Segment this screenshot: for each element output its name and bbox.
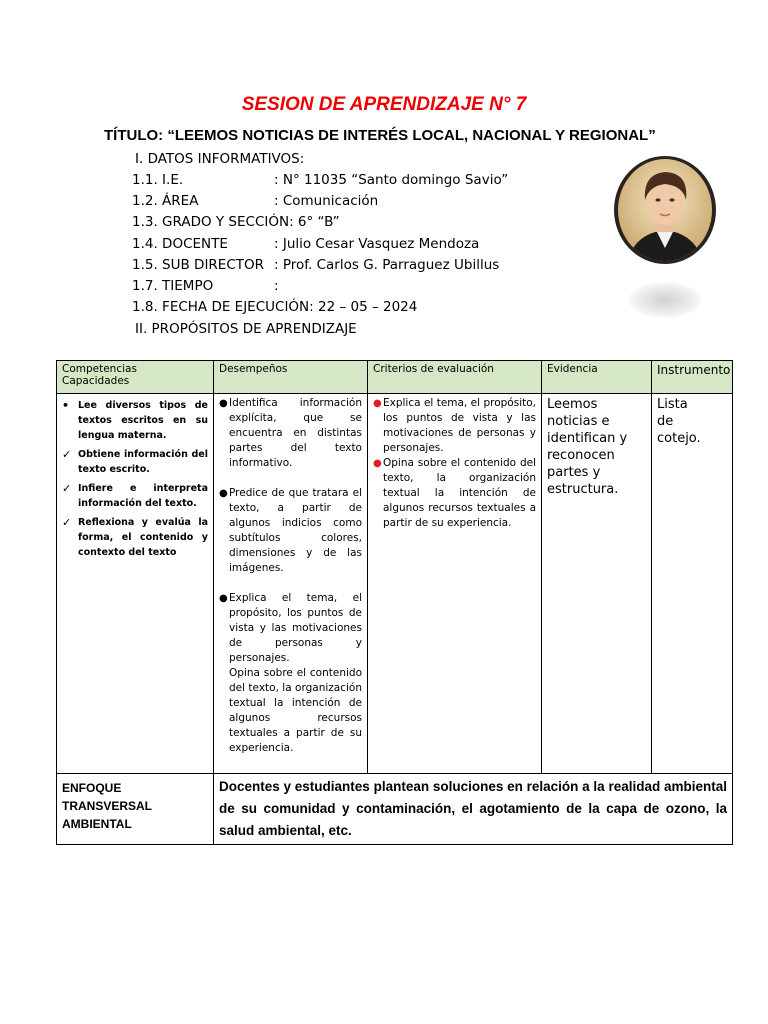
info-value: : Prof. Carlos G. Parraguez Ubillus xyxy=(274,257,500,273)
list-item xyxy=(373,396,536,456)
instrumento-line: cotejo. xyxy=(657,431,701,446)
list-item xyxy=(62,447,208,477)
header-competencias xyxy=(57,361,214,394)
info-label: 1.5. SUB DIRECTOR xyxy=(132,257,265,273)
desempeno-text: Explica el tema, el propósito, los puntos de vista y las motivaciones de personas y personajes. xyxy=(229,592,362,664)
bullet-icon: ● xyxy=(219,488,228,499)
desempeno-text: Identifica información explícita, que se encuentra en distintas partes del texto informativo. xyxy=(229,397,362,469)
info-label: 1.2. ÁREA xyxy=(132,193,199,209)
portrait-shadow xyxy=(628,282,702,318)
desempeno-text: Opina sobre el contenido del texto, la organización textual la intención de algunos recursos textuales a partir de su experiencia. xyxy=(229,667,362,754)
enfoque-label-line: ENFOQUE xyxy=(62,781,122,795)
enfoque-text: Docentes y estudiantes plantean soluciones en relación a la realidad ambiental de su comunidad y contaminación, el agotamiento de la capa de ozono, la salud ambiental, etc. xyxy=(214,774,733,845)
info-label: 1.3. GRADO Y SECCIÓN: 6° “B” xyxy=(132,214,340,230)
bullet-icon: ● xyxy=(219,593,228,604)
enfoque-label-line: AMBIENTAL xyxy=(62,817,132,831)
list-item xyxy=(62,398,208,443)
checkmark-icon: ✓ xyxy=(62,482,72,495)
list-item xyxy=(219,396,362,471)
info-value: : N° 11035 “Santo domingo Savio” xyxy=(274,172,509,188)
bullet-icon: • xyxy=(62,399,70,412)
header-competencias-label: Competencias xyxy=(62,363,137,375)
header-instrumento: Instrumento xyxy=(652,361,733,394)
section-propositos: II. PROPÓSITOS DE APRENDIZAJE xyxy=(135,321,357,337)
header-evidencia: Evidencia xyxy=(542,361,652,394)
enfoque-label-line: TRANSVERSAL xyxy=(62,799,153,813)
table-header-row xyxy=(57,361,733,394)
header-capacidades-label: Capacidades xyxy=(62,375,130,387)
list-item xyxy=(219,666,362,756)
checkmark-icon: ✓ xyxy=(62,516,72,529)
evidencia-cell: Leemos noticias e identifican y reconocen partes y estructura. xyxy=(542,394,652,774)
info-value: : Comunicación xyxy=(274,193,379,209)
instrumento-cell xyxy=(652,394,733,774)
info-label: 1.4. DOCENTE xyxy=(132,236,228,252)
competencia-text: Lee diversos tipos de textos escritos en su lengua materna. xyxy=(78,400,208,441)
list-item xyxy=(373,456,536,531)
info-label: 1.8. FECHA DE EJECUCIÓN: 22 – 05 – 2024 xyxy=(132,299,418,315)
criterios-cell xyxy=(368,394,542,774)
header-criterios: Criterios de evaluación xyxy=(368,361,542,394)
portrait-image xyxy=(613,156,717,264)
instrumento-line: Lista xyxy=(657,397,688,412)
learning-purposes-table xyxy=(56,360,733,845)
info-label: 1.7. TIEMPO xyxy=(132,278,214,294)
list-item xyxy=(62,481,208,511)
header-desempenos: Desempeños xyxy=(214,361,368,394)
red-bullet-icon: ● xyxy=(373,398,382,409)
table-row xyxy=(57,394,733,774)
enfoque-label xyxy=(57,774,214,845)
desempeno-text: Predice de que tratara el texto, a partir de algunos indicios como subtítulos colores, dimensiones y de las imágenes. xyxy=(229,487,362,574)
info-value: : Julio Cesar Vasquez Mendoza xyxy=(274,236,480,252)
instrumento-line: de xyxy=(657,414,674,429)
session-title: SESION DE APRENDIZAJE N° 7 xyxy=(241,94,527,115)
enfoque-row xyxy=(57,774,733,845)
capacidad-text: Reflexiona y evalúa la forma, el contenido y contexto del texto xyxy=(78,517,208,558)
list-item xyxy=(219,591,362,666)
criterio-text: Opina sobre el contenido del texto, la organización textual la intención de algunos recursos textuales a partir de su experiencia. xyxy=(383,457,536,529)
capacidad-text: Infiere e interpreta información del texto. xyxy=(78,483,208,509)
desempenos-cell xyxy=(214,394,368,774)
checkmark-icon: ✓ xyxy=(62,448,72,461)
info-label: 1.1. I.E. xyxy=(132,172,184,188)
info-value: : xyxy=(274,278,279,294)
list-item xyxy=(62,515,208,560)
red-bullet-icon: ● xyxy=(373,458,382,469)
bullet-icon: ● xyxy=(219,398,228,409)
criterio-text: Explica el tema, el propósito, los puntos de vista y las motivaciones de personas y personajes. xyxy=(383,397,536,454)
session-subtitle: TÍTULO: “LEEMOS NOTICIAS DE INTERÉS LOCAL, NACIONAL Y REGIONAL” xyxy=(104,127,656,144)
list-item xyxy=(219,486,362,576)
competencias-cell xyxy=(57,394,214,774)
capacidad-text: Obtiene información del texto escrito. xyxy=(78,449,208,475)
section-datos-informativos: I. DATOS INFORMATIVOS: xyxy=(135,151,305,167)
